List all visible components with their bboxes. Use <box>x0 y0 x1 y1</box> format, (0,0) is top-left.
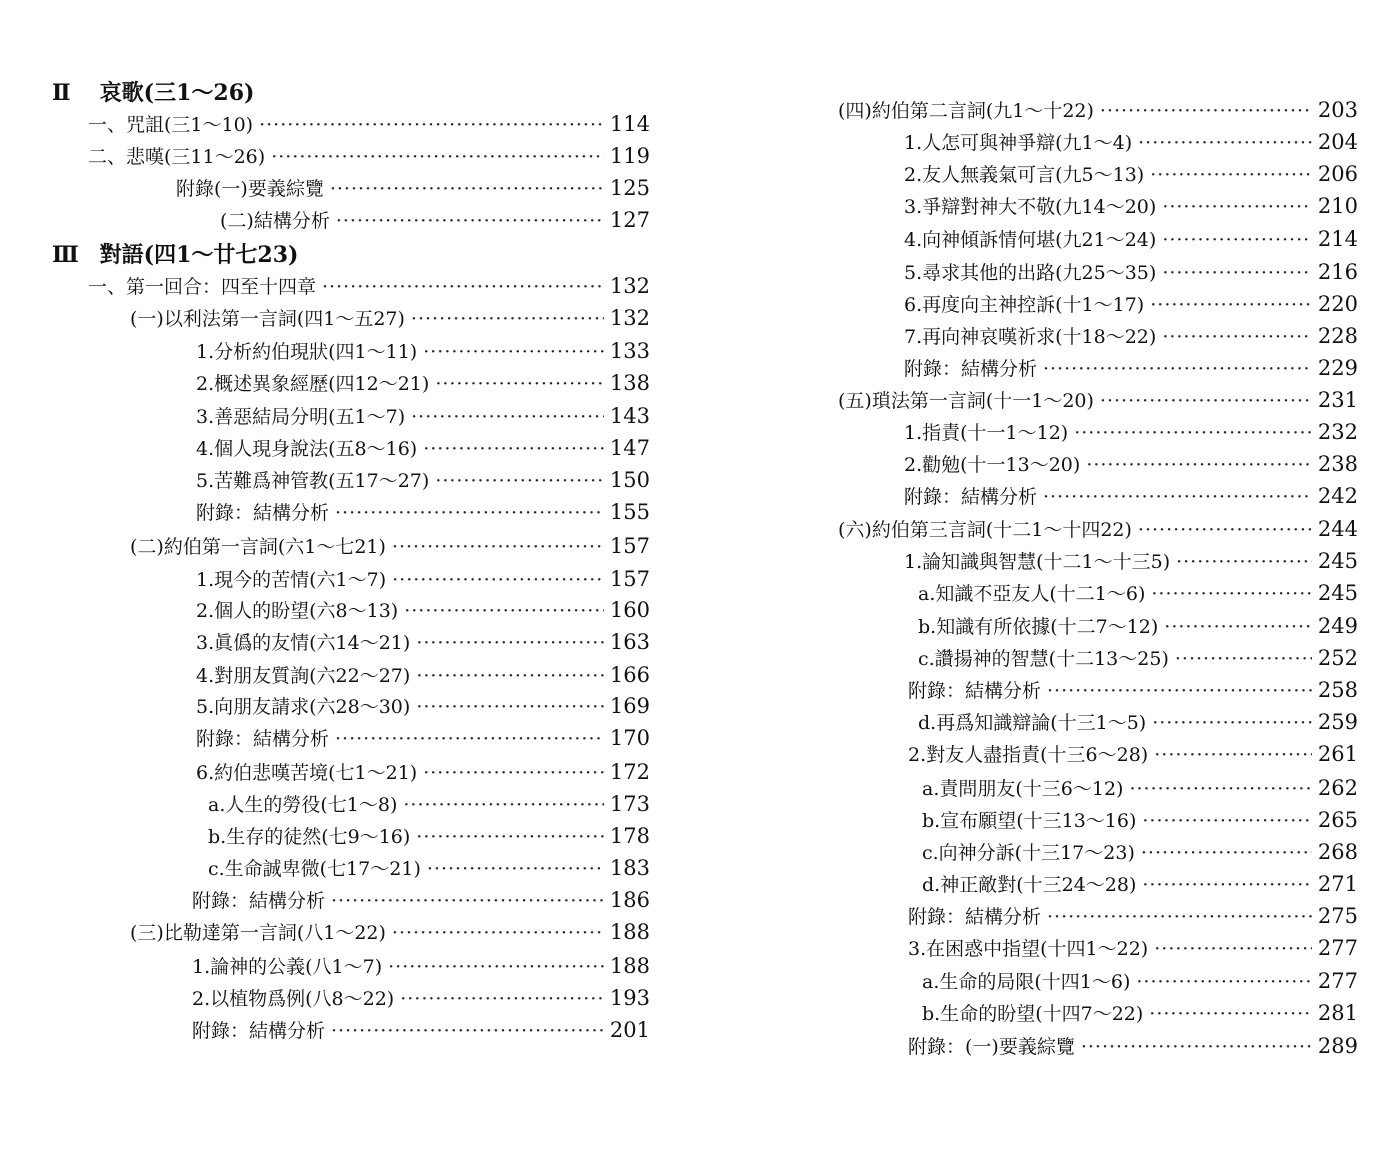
toc-page-number: 210 <box>1317 194 1358 218</box>
toc-entry[interactable] <box>208 790 650 820</box>
toc-entry[interactable] <box>196 434 650 464</box>
dot-leader <box>336 210 604 232</box>
toc-entry-label: 3.在困惑中指望(十四1～22) <box>908 938 1149 960</box>
dot-leader <box>1047 906 1312 928</box>
dot-leader <box>1152 712 1312 734</box>
toc-entry-label: 附錄：結構分析 <box>904 486 1038 508</box>
toc-entry[interactable] <box>918 644 1358 674</box>
toc-entry-label: 附錄：結構分析 <box>196 728 330 750</box>
dot-leader <box>423 438 604 460</box>
toc-page-number: 232 <box>1317 420 1358 444</box>
toc-entry[interactable] <box>130 304 650 334</box>
toc-page-number: 170 <box>609 726 650 750</box>
toc-entry[interactable] <box>922 774 1358 804</box>
toc-entry[interactable] <box>904 290 1358 320</box>
toc-entry[interactable] <box>904 128 1358 158</box>
dot-leader <box>1100 390 1312 412</box>
toc-entry-label: 4.向神傾訴情何堪(九21～24) <box>904 229 1157 251</box>
dot-leader <box>259 114 604 136</box>
dot-leader <box>416 632 604 654</box>
toc-entry[interactable] <box>196 369 650 399</box>
dot-leader <box>1150 164 1312 186</box>
toc-entry[interactable] <box>196 692 650 722</box>
toc-entry[interactable] <box>208 822 650 852</box>
toc-entry-label: 6.約伯悲嘆苦境(七1～21) <box>196 762 418 784</box>
toc-entry-label: (一)以利法第一言詞(四1～五27) <box>130 308 405 330</box>
toc-entry-label: 1.人怎可與神爭辯(九1～4) <box>904 132 1133 154</box>
toc-entry-label: d.再爲知識辯論(十三1～5) <box>918 712 1147 734</box>
dot-leader <box>1151 583 1312 605</box>
section-heading <box>52 76 254 107</box>
toc-entry-label: 3.爭辯對神大不敬(九14～20) <box>904 196 1157 218</box>
dot-leader <box>1138 132 1312 154</box>
toc-entry-label: 2.概述異象經歷(四12～21) <box>196 373 430 395</box>
toc-page-number: 119 <box>609 144 650 168</box>
toc-entry[interactable] <box>88 272 650 302</box>
dot-leader <box>1141 842 1312 864</box>
toc-page-number: 271 <box>1317 872 1358 896</box>
toc-entry[interactable] <box>196 402 650 432</box>
toc-entry-label: b.宣布願望(十三13～16) <box>922 810 1137 832</box>
toc-page-number: 132 <box>609 306 650 330</box>
toc-entry-label: 6.再度向主神控訴(十1～17) <box>904 294 1145 316</box>
toc-entry-label: a.人生的勞役(七1～8) <box>208 794 398 816</box>
toc-entry-label: 附錄：結構分析 <box>908 906 1042 928</box>
dot-leader <box>1142 810 1312 832</box>
section-number: Ⅲ <box>52 242 79 268</box>
toc-page-number: 277 <box>1317 936 1358 960</box>
dot-leader <box>331 1020 604 1042</box>
toc-entry[interactable] <box>904 225 1358 255</box>
toc-page-number: 277 <box>1317 969 1358 993</box>
toc-entry[interactable] <box>838 386 1358 416</box>
toc-entry-label: (二)約伯第一言詞(六1～七21) <box>130 536 386 558</box>
toc-entry-label: 4.個人現身說法(五8～16) <box>196 438 418 460</box>
toc-entry[interactable] <box>904 354 1358 384</box>
dot-leader <box>1164 616 1312 638</box>
dot-leader <box>1149 1003 1312 1025</box>
toc-page-number: 169 <box>609 694 650 718</box>
toc-entry-label: 附錄：結構分析 <box>904 358 1038 380</box>
dot-leader <box>392 569 604 591</box>
toc-entry[interactable] <box>918 579 1358 609</box>
toc-page-number: 114 <box>609 112 650 136</box>
toc-entry[interactable] <box>908 902 1358 932</box>
toc-page-number: 173 <box>609 792 650 816</box>
toc-page-number: 138 <box>609 371 650 395</box>
toc-entry-label: 二、悲嘆(三11～26) <box>88 146 266 168</box>
toc-page-number: 268 <box>1317 840 1358 864</box>
toc-entry[interactable] <box>192 984 650 1014</box>
toc-entry-label: b.知識有所依據(十二7～12) <box>918 616 1159 638</box>
toc-entry-label: b.生存的徒然(七9～16) <box>208 826 411 848</box>
dot-leader <box>423 762 604 784</box>
toc-page-number: 186 <box>609 888 650 912</box>
dot-leader <box>1175 648 1312 670</box>
toc-entry[interactable] <box>922 870 1358 900</box>
toc-entry[interactable] <box>88 142 650 172</box>
toc-page-number: 150 <box>609 468 650 492</box>
toc-entry-label: 附錄：結構分析 <box>192 890 326 912</box>
dot-leader <box>1154 938 1312 960</box>
dot-leader <box>1150 294 1312 316</box>
toc-page-number: 252 <box>1317 646 1358 670</box>
toc-entry[interactable] <box>908 934 1358 964</box>
toc-page-number: 201 <box>609 1018 650 1042</box>
dot-leader <box>423 341 604 363</box>
toc-entry[interactable] <box>196 661 650 691</box>
dot-leader <box>1043 486 1312 508</box>
toc-entry-label: 附錄：結構分析 <box>192 1020 326 1042</box>
dot-leader <box>335 728 604 750</box>
toc-entry[interactable] <box>904 322 1358 352</box>
toc-page-number: 265 <box>1317 808 1358 832</box>
dot-leader <box>427 858 604 880</box>
toc-entry-label: c.生命誠卑微(七17～21) <box>208 858 421 880</box>
toc-entry-label: 附錄(一)要義綜覽 <box>176 178 324 200</box>
dot-leader <box>1081 1036 1312 1058</box>
section-title: 對語(四1～廿七23) <box>99 242 299 268</box>
toc-page-number: 203 <box>1317 98 1358 122</box>
toc-page-number: 231 <box>1317 388 1358 412</box>
toc-entry[interactable] <box>918 708 1358 738</box>
toc-entry[interactable] <box>904 418 1358 448</box>
toc-entry-label: 2.勸勉(十一13～20) <box>904 454 1081 476</box>
toc-entry-label: 2.個人的盼望(六8～13) <box>196 600 399 622</box>
toc-entry[interactable] <box>904 482 1358 512</box>
dot-leader <box>1138 519 1312 541</box>
toc-entry-label: 一、第一回合：四至十四章 <box>88 276 317 298</box>
dot-leader <box>1047 680 1312 702</box>
toc-entry-label: 一、咒詛(三1～10) <box>88 114 254 136</box>
toc-entry[interactable] <box>908 740 1358 770</box>
toc-page-number: 188 <box>609 954 650 978</box>
toc-page-number: 258 <box>1317 678 1358 702</box>
toc-page-number: 163 <box>609 630 650 654</box>
toc-page-number: 206 <box>1317 162 1358 186</box>
dot-leader <box>330 178 604 200</box>
toc-entry[interactable] <box>196 628 650 658</box>
toc-page-number: 155 <box>609 500 650 524</box>
toc-entry-label: d.神正敵對(十三24～28) <box>922 874 1137 896</box>
toc-entry-label: 4.對朋友質詢(六22～27) <box>196 665 411 687</box>
dot-leader <box>416 696 604 718</box>
toc-entry[interactable] <box>88 110 650 140</box>
dot-leader <box>1154 744 1312 766</box>
section-number: Ⅱ <box>52 80 71 106</box>
toc-entry-label: 1.分析約伯現狀(四1～11) <box>196 341 418 363</box>
toc-entry[interactable] <box>192 1016 650 1046</box>
dot-leader <box>416 826 604 848</box>
toc-page-number: 127 <box>609 208 650 232</box>
dot-leader <box>1162 326 1312 348</box>
toc-entry-label: 2.對友人盡指責(十三6～28) <box>908 744 1149 766</box>
toc-page-number: 245 <box>1317 549 1358 573</box>
toc-page-number: 216 <box>1317 260 1358 284</box>
toc-entry[interactable] <box>922 838 1358 868</box>
toc-entry-label: a.生命的局限(十四1～6) <box>922 971 1131 993</box>
toc-page-number: 275 <box>1317 904 1358 928</box>
dot-leader <box>392 536 604 558</box>
toc-page-number: 261 <box>1317 742 1358 766</box>
toc-entry[interactable] <box>908 676 1358 706</box>
toc-page-number: 242 <box>1317 484 1358 508</box>
toc-entry-label: 5.苦難爲神管教(五17～27) <box>196 470 430 492</box>
toc-entry[interactable] <box>904 450 1358 480</box>
section-title: 哀歌(三1～26) <box>99 80 255 106</box>
dot-leader <box>1162 229 1312 251</box>
toc-entry[interactable] <box>904 258 1358 288</box>
dot-leader <box>388 956 604 978</box>
toc-entry[interactable] <box>904 547 1358 577</box>
dot-leader <box>416 665 604 687</box>
toc-page-number: 229 <box>1317 356 1358 380</box>
dot-leader <box>411 406 604 428</box>
toc-page-number: 193 <box>609 986 650 1010</box>
toc-entry[interactable] <box>196 337 650 367</box>
toc-entry-label: c.向神分訴(十三17～23) <box>922 842 1135 864</box>
toc-entry[interactable] <box>192 952 650 982</box>
dot-leader <box>1162 196 1312 218</box>
toc-entry[interactable] <box>922 967 1358 997</box>
toc-page-number: 157 <box>609 567 650 591</box>
toc-entry-label: 附錄：(一)要義綜覽 <box>908 1036 1075 1058</box>
dot-leader <box>1074 422 1312 444</box>
dot-leader <box>392 922 604 944</box>
toc-entry[interactable] <box>196 565 650 595</box>
toc-entry-label: (二)結構分析 <box>220 210 330 232</box>
toc-entry[interactable] <box>130 532 650 562</box>
toc-entry[interactable] <box>918 612 1358 642</box>
toc-page-number: 281 <box>1317 1001 1358 1025</box>
toc-entry-label: 1.論知識與智慧(十二1～十三5) <box>904 551 1171 573</box>
toc-page-number: 132 <box>609 274 650 298</box>
dot-leader <box>271 146 604 168</box>
toc-entry-label: 1.指責(十一1～12) <box>904 422 1069 444</box>
toc-page-number: 188 <box>609 920 650 944</box>
toc-page-number: 249 <box>1317 614 1358 638</box>
dot-leader <box>435 470 604 492</box>
dot-leader <box>404 600 604 622</box>
toc-page-number: 183 <box>609 856 650 880</box>
toc-page-number: 244 <box>1317 517 1358 541</box>
toc-entry-label: c.讚揚神的智慧(十二13～25) <box>918 648 1169 670</box>
dot-leader <box>1043 358 1312 380</box>
toc-entry[interactable] <box>838 515 1358 545</box>
dot-leader <box>411 308 604 330</box>
toc-page-number: 133 <box>609 339 650 363</box>
toc-entry-label: 附錄：結構分析 <box>196 502 330 524</box>
toc-entry[interactable] <box>176 174 650 204</box>
toc-entry[interactable] <box>838 96 1358 126</box>
toc-entry-label: 5.尋求其他的出路(九25～35) <box>904 262 1157 284</box>
toc-page-number: 214 <box>1317 227 1358 251</box>
dot-leader <box>400 988 604 1010</box>
toc-page-number: 157 <box>609 534 650 558</box>
toc-entry[interactable] <box>922 999 1358 1029</box>
toc-page-number: 228 <box>1317 324 1358 348</box>
toc-page-number: 204 <box>1317 130 1358 154</box>
toc-entry[interactable] <box>904 192 1358 222</box>
dot-leader <box>403 794 604 816</box>
toc-entry-label: (三)比勒達第一言詞(八1～22) <box>130 922 386 944</box>
toc-entry-label: 1.論神的公義(八1～7) <box>192 956 383 978</box>
toc-page-number: 220 <box>1317 292 1358 316</box>
toc-entry[interactable] <box>192 886 650 916</box>
dot-leader <box>1176 551 1312 573</box>
toc-entry-label: (四)約伯第二言詞(九1～十22) <box>838 100 1094 122</box>
toc-entry[interactable] <box>208 854 650 884</box>
dot-leader <box>1136 971 1312 993</box>
toc-entry-label: 2.以植物爲例(八8～22) <box>192 988 395 1010</box>
toc-page-number: 125 <box>609 176 650 200</box>
dot-leader <box>1142 874 1312 896</box>
toc-entry[interactable] <box>904 160 1358 190</box>
toc-entry[interactable] <box>196 758 650 788</box>
toc-page-number: 160 <box>609 598 650 622</box>
toc-page-number: 143 <box>609 404 650 428</box>
toc-entry-label: 3.眞僞的友情(六14～21) <box>196 632 411 654</box>
toc-entry-label: 7.再向神哀嘆祈求(十18～22) <box>904 326 1157 348</box>
toc-page-number: 166 <box>609 663 650 687</box>
toc-entry[interactable] <box>196 498 650 528</box>
toc-entry-label: b.生命的盼望(十四7～22) <box>922 1003 1144 1025</box>
toc-entry[interactable] <box>196 724 650 754</box>
toc-entry-label: 附錄：結構分析 <box>908 680 1042 702</box>
toc-page-number: 262 <box>1317 776 1358 800</box>
toc-page-number: 289 <box>1317 1034 1358 1058</box>
toc-entry[interactable] <box>130 918 650 948</box>
toc-entry-label: 2.友人無義氣可言(九5～13) <box>904 164 1145 186</box>
dot-leader <box>1162 262 1312 284</box>
toc-entry-label: a.責問朋友(十三6～12) <box>922 778 1124 800</box>
toc-entry[interactable] <box>220 206 650 236</box>
toc-entry-label: 5.向朋友請求(六28～30) <box>196 696 411 718</box>
dot-leader <box>335 502 604 524</box>
toc-entry[interactable] <box>196 466 650 496</box>
dot-leader <box>1129 778 1311 800</box>
toc-page-number: 172 <box>609 760 650 784</box>
toc-entry-label: 1.現今的苦情(六1～7) <box>196 569 387 591</box>
dot-leader <box>1100 100 1312 122</box>
toc-page-number: 259 <box>1317 710 1358 734</box>
toc-page-number: 238 <box>1317 452 1358 476</box>
dot-leader <box>322 276 604 298</box>
toc-entry-label: (五)瑣法第一言詞(十一1～20) <box>838 390 1094 412</box>
dot-leader <box>435 373 604 395</box>
toc-page-number: 178 <box>609 824 650 848</box>
toc-entry[interactable] <box>922 806 1358 836</box>
toc-entry-label: a.知識不亞友人(十二1～6) <box>918 583 1146 605</box>
dot-leader <box>1086 454 1312 476</box>
toc-entry-label: (六)約伯第三言詞(十二1～十四22) <box>838 519 1132 541</box>
dot-leader <box>331 890 604 912</box>
toc-entry[interactable] <box>196 596 650 626</box>
toc-entry-label: 3.善惡結局分明(五1～7) <box>196 406 406 428</box>
toc-entry[interactable] <box>908 1032 1358 1062</box>
section-heading <box>52 238 298 269</box>
toc-page-number: 147 <box>609 436 650 460</box>
toc-page-number: 245 <box>1317 581 1358 605</box>
